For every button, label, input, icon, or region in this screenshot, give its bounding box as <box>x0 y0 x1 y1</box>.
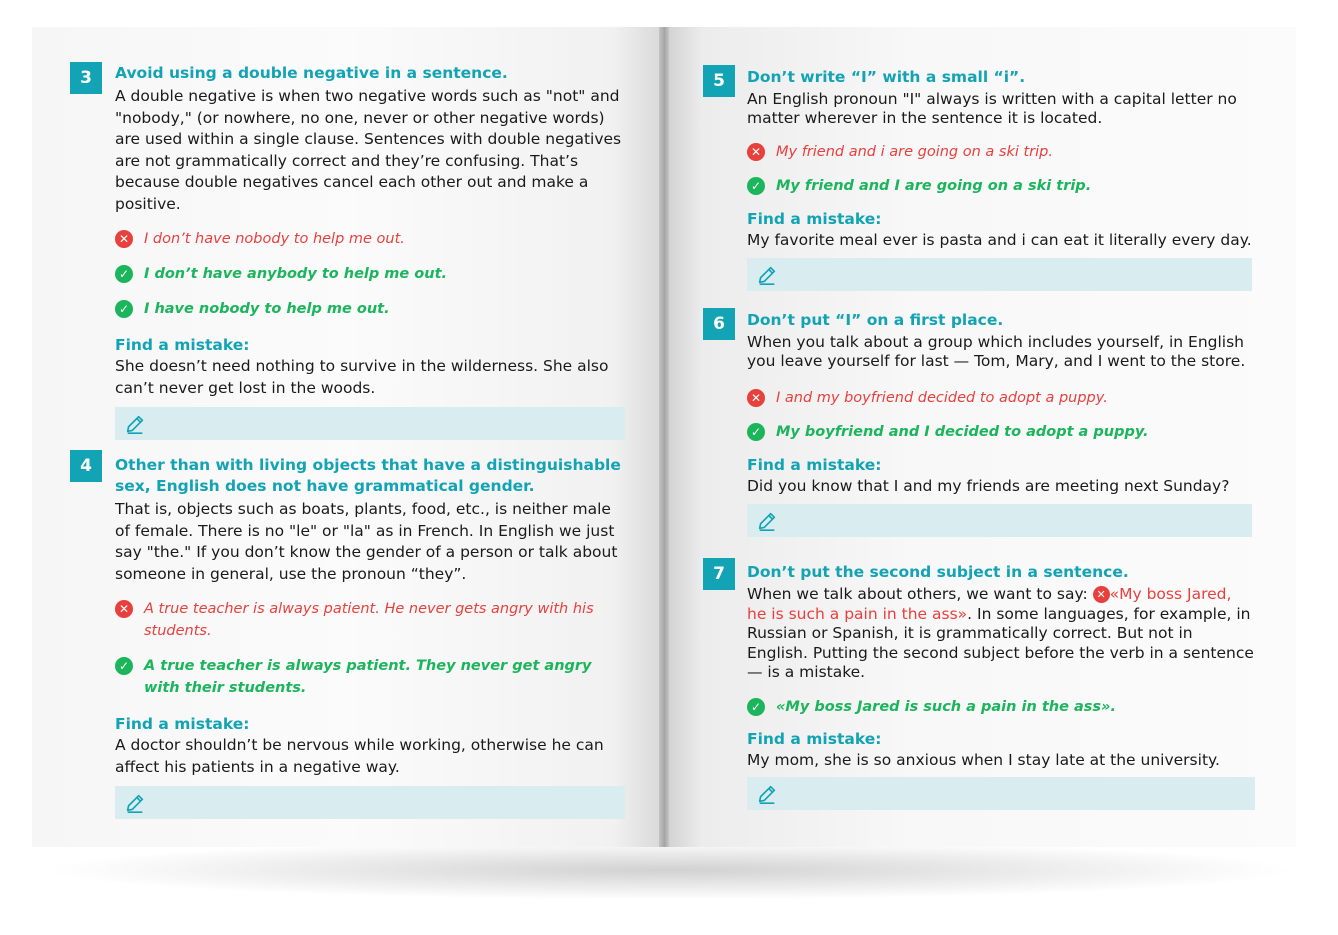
check-circle-icon: ✓ <box>747 423 765 441</box>
pencil-icon <box>124 413 146 435</box>
find-mistake-text: She doesn’t need nothing to survive in the wilderness. She also can’t never get lost in the woods. <box>115 357 609 397</box>
check-circle-icon: ✓ <box>115 300 133 318</box>
find-mistake-text: Did you know that I and my friends are meeting next Sunday? <box>747 477 1230 495</box>
rule-number: 6 <box>703 308 735 340</box>
find-mistake-label: Find a mistake: <box>747 210 882 228</box>
rule-3 <box>115 63 625 440</box>
pencil-icon <box>124 792 146 814</box>
incorrect-example <box>747 141 1252 163</box>
rule-4 <box>115 455 625 819</box>
find-mistake-label: Find a mistake: <box>747 456 882 474</box>
pencil-icon <box>756 783 778 805</box>
book-spine <box>659 27 669 847</box>
rule-body: That is, objects such as boats, plants, food, etc., is neither male of female. There is no "le" or "la" as in French. In English we just say "the." If you don’t know the gender of a person or talk about someone in general, use the pronoun “they”. <box>115 500 618 583</box>
pencil-icon <box>756 264 778 286</box>
rule-body: A double negative is when two negative words such as "not" and "nobody," (or nowhere, no one, never or other negative words) are used within a single clause. Sentences with double negatives are not grammatically correct and they’re confusing. That’s because double negatives cancel each other out and make a positive. <box>115 87 622 213</box>
correct-example <box>747 696 1255 718</box>
correct-example <box>115 298 625 320</box>
rule-body: When you talk about a group which includes yourself, in English you leave yourself for last — Tom, Mary, and I went to the store. <box>747 333 1246 370</box>
find-mistake-text: A doctor shouldn’t be nervous while working, otherwise he can affect his patients in a negative way. <box>115 736 604 776</box>
x-circle-icon: ✕ <box>747 389 765 407</box>
rule-7 <box>747 562 1255 810</box>
rule-body-text: When we talk about others, we want to say: <box>747 585 1093 603</box>
example-text: «My boss Jared is such a pain in the ass». <box>776 698 1116 715</box>
example-text: A true teacher is always patient. They never get angry with their students. <box>144 658 592 696</box>
find-mistake-label: Find a mistake: <box>115 715 250 733</box>
x-circle-icon: ✕ <box>115 600 133 618</box>
rule-body <box>747 585 1255 683</box>
rule-6 <box>747 310 1252 537</box>
rule-5 <box>747 67 1252 291</box>
find-mistake-text: My mom, she is so anxious when I stay late at the university. <box>747 750 1220 769</box>
example-text: My friend and i are going on a ski trip. <box>776 144 1053 160</box>
rule-title: Don’t put “I” on a first place. <box>747 311 1004 329</box>
x-circle-icon: ✕ <box>1093 586 1110 603</box>
answer-field[interactable] <box>747 504 1252 537</box>
pencil-icon <box>756 510 778 532</box>
example-text: I and my boyfriend decided to adopt a puppy. <box>776 390 1108 406</box>
check-circle-icon: ✓ <box>747 698 765 716</box>
check-circle-icon: ✓ <box>115 657 133 675</box>
answer-field[interactable] <box>115 786 625 819</box>
rule-body: An English pronoun "I" always is written with a capital letter no matter wherever in the sentence it is located. <box>747 90 1237 127</box>
rule-number: 7 <box>703 558 735 590</box>
x-circle-icon: ✕ <box>747 143 765 161</box>
incorrect-example <box>115 228 625 250</box>
rule-title: Don’t put the second subject in a sentence. <box>747 563 1129 581</box>
book-shadow <box>40 840 1300 900</box>
answer-field[interactable] <box>115 407 625 440</box>
find-mistake-text: My favorite meal ever is pasta and i can eat it literally every day. <box>747 231 1252 249</box>
check-circle-icon: ✓ <box>747 177 765 195</box>
answer-field[interactable] <box>747 777 1255 810</box>
example-text: I don’t have nobody to help me out. <box>144 231 405 247</box>
example-text: I have nobody to help me out. <box>144 301 390 317</box>
rule-body-text: . In some languages, for example, in Russian or Spanish, it is grammatically correct. But not in English. Putting the second subject before the verb in a sentence — is a mistake. <box>747 604 1254 681</box>
check-circle-icon: ✓ <box>115 265 133 283</box>
rule-number: 4 <box>70 450 102 482</box>
answer-field[interactable] <box>747 258 1252 291</box>
rule-title: Other than with living objects that have a distinguishable sex, English does not have grammatical gender. <box>115 456 621 495</box>
find-mistake-label: Find a mistake: <box>115 336 250 354</box>
rule-title: Don’t write “I” with a small “i”. <box>747 68 1026 86</box>
example-text: My boyfriend and I decided to adopt a puppy. <box>776 424 1149 440</box>
rule-title: Avoid using a double negative in a sentence. <box>115 64 508 82</box>
example-text: I don’t have anybody to help me out. <box>144 266 448 282</box>
x-circle-icon: ✕ <box>115 230 133 248</box>
incorrect-example <box>115 598 625 642</box>
example-text: A true teacher is always patient. He never gets angry with his students. <box>144 601 594 639</box>
correct-example <box>747 421 1252 443</box>
correct-example <box>115 655 625 699</box>
rule-number: 5 <box>703 65 735 97</box>
inline-incorrect-example: «My boss Jared, he is such a pain in the ass» <box>747 585 1232 623</box>
example-text: My friend and I are going on a ski trip. <box>776 178 1092 194</box>
find-mistake-label: Find a mistake: <box>747 729 882 748</box>
incorrect-example <box>747 387 1252 409</box>
correct-example <box>115 263 625 285</box>
rule-number: 3 <box>70 62 102 94</box>
correct-example <box>747 175 1252 197</box>
